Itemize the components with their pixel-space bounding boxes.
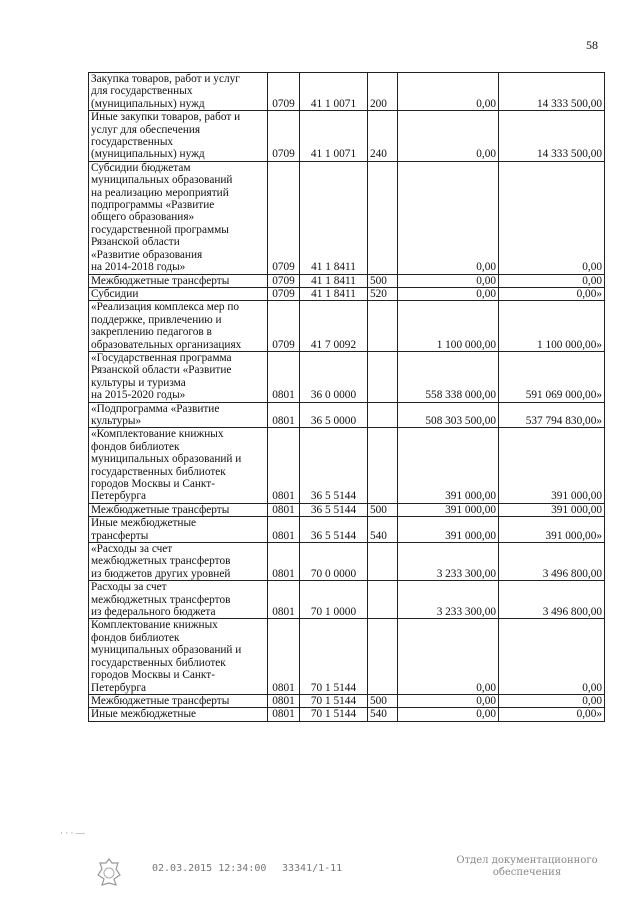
section-code-cell: 0709: [268, 73, 300, 111]
amount-first-cell: 0,00: [398, 287, 499, 300]
row-name-cell: [89, 543, 268, 581]
row-name-cell: [89, 619, 268, 694]
row-name-line: на 2014-2018 годы»: [91, 261, 186, 274]
amount-second-cell: 0,00»: [499, 287, 605, 300]
row-name-line: образовательных организациях: [91, 338, 242, 351]
expense-type-cell: 520: [368, 287, 398, 300]
row-name-line: «Расходы за счет: [91, 543, 173, 556]
row-name-line: «Государственная программа: [91, 351, 232, 364]
amount-second-cell: 391 000,00»: [499, 517, 605, 543]
expense-type-cell: [368, 543, 398, 581]
table-row: [89, 402, 605, 428]
row-name-line: Иные закупки товаров, работ и: [91, 111, 241, 124]
row-name-cell: [89, 428, 268, 503]
section-code-cell: 0709: [268, 111, 300, 162]
row-name-line: Расходы за счет: [91, 581, 167, 594]
section-code-cell: 0801: [268, 708, 300, 721]
amount-first-cell: 0,00: [398, 619, 499, 694]
row-name-line: из бюджетов других уровней: [91, 567, 231, 580]
amount-first-cell: 0,00: [398, 708, 499, 721]
amount-second-cell: 1 100 000,00»: [499, 301, 605, 352]
footer-department-line: Отдел документационного: [456, 855, 598, 866]
expense-type-cell: [368, 581, 398, 619]
row-name-cell: [89, 301, 268, 352]
target-article-cell: 70 1 5144: [300, 619, 368, 694]
row-name-line: межбюджетных трансфертов: [91, 555, 231, 568]
amount-first-cell: 0,00: [398, 73, 499, 111]
row-name-line: общего образования»: [91, 211, 195, 224]
section-code-cell: 0801: [268, 694, 300, 707]
amount-second-cell: 537 794 830,00»: [499, 402, 605, 428]
amount-second-cell: 0,00: [499, 161, 605, 274]
expense-type-cell: 540: [368, 708, 398, 721]
row-name-line: государственной программы: [91, 223, 229, 236]
section-code-cell: 0801: [268, 351, 300, 402]
row-name-line: на реализацию мероприятий: [91, 186, 229, 199]
expense-type-cell: 500: [368, 274, 398, 287]
row-name-line: Петербурга: [91, 681, 147, 694]
target-article-cell: 41 1 0071: [300, 111, 368, 162]
target-article-cell: 41 1 8411: [300, 161, 368, 274]
amount-first-cell: 3 233 300,00: [398, 581, 499, 619]
row-name-cell: [89, 694, 268, 707]
table-row: [89, 619, 605, 694]
row-name-line: государственных: [91, 136, 174, 149]
row-name-line: межбюджетных трансфертов: [91, 593, 231, 606]
table-row: [89, 543, 605, 581]
table-row: [89, 351, 605, 402]
section-code-cell: 0801: [268, 581, 300, 619]
expense-type-cell: [368, 428, 398, 503]
row-name-line: Комплектование книжных: [91, 619, 218, 632]
amount-first-cell: 391 000,00: [398, 517, 499, 543]
row-name-line: городов Москвы и Санкт-: [91, 669, 215, 682]
table-row: [89, 161, 605, 274]
section-code-cell: 0801: [268, 402, 300, 428]
target-article-cell: 36 5 0000: [300, 402, 368, 428]
row-name-line: Рязанской области: [91, 236, 180, 249]
row-name-cell: [89, 73, 268, 111]
target-article-cell: 41 1 8411: [300, 274, 368, 287]
table-row: [89, 73, 605, 111]
section-code-cell: 0709: [268, 287, 300, 300]
row-name-line: муниципальных образований и: [91, 453, 242, 466]
amount-first-cell: 0,00: [398, 274, 499, 287]
row-name-line: фондов библиотек: [91, 631, 180, 644]
row-name-cell: [89, 274, 268, 287]
amount-first-cell: 0,00: [398, 111, 499, 162]
amount-first-cell: 1 100 000,00: [398, 301, 499, 352]
row-name-cell: [89, 708, 268, 721]
table-row: [89, 517, 605, 543]
amount-second-cell: 391 000,00: [499, 503, 605, 516]
row-name-cell: [89, 287, 268, 300]
amount-second-cell: 14 333 500,00: [499, 73, 605, 111]
footer-registration-number: 33341/1-11: [282, 863, 343, 874]
expense-type-cell: 540: [368, 517, 398, 543]
table-row: [89, 694, 605, 707]
footer-department: [452, 855, 602, 879]
row-name-cell: [89, 402, 268, 428]
row-name-line: Межбюджетные трансферты: [91, 694, 230, 707]
amount-second-cell: 0,00: [499, 619, 605, 694]
table-row: [89, 111, 605, 162]
row-name-line: Иные межбюджетные: [91, 708, 197, 721]
row-name-cell: [89, 161, 268, 274]
expense-type-cell: [368, 402, 398, 428]
row-name-line: Иные межбюджетные: [91, 517, 197, 530]
target-article-cell: 41 1 0071: [300, 73, 368, 111]
row-name-line: Петербурга: [91, 490, 147, 503]
page-number: 58: [586, 38, 598, 52]
expense-type-cell: 500: [368, 694, 398, 707]
amount-first-cell: 391 000,00: [398, 503, 499, 516]
row-name-cell: [89, 581, 268, 619]
amount-second-cell: 3 496 800,00: [499, 581, 605, 619]
table-row: [89, 503, 605, 516]
expense-type-cell: 500: [368, 503, 398, 516]
row-name-line: «Реализация комплекса мер по: [91, 301, 240, 314]
row-name-cell: [89, 111, 268, 162]
row-name-line: Закупка товаров, работ и услуг: [91, 73, 240, 85]
scan-artifact: · · · —: [60, 828, 85, 838]
row-name-line: Субсидии бюджетам: [91, 161, 191, 174]
amount-second-cell: 391 000,00: [499, 428, 605, 503]
target-article-cell: 41 7 0092: [300, 301, 368, 352]
row-name-line: «Подпрограмма «Развитие: [91, 402, 220, 415]
target-article-cell: 36 5 5144: [300, 517, 368, 543]
target-article-cell: 41 1 8411: [300, 287, 368, 300]
amount-second-cell: 0,00»: [499, 708, 605, 721]
section-code-cell: 0801: [268, 517, 300, 543]
row-name-line: культуры»: [91, 414, 142, 427]
table-row: [89, 428, 605, 503]
row-name-line: городов Москвы и Санкт-: [91, 478, 215, 490]
row-name-line: «Развитие образования: [91, 248, 203, 261]
amount-second-cell: 591 069 000,00»: [499, 351, 605, 402]
row-name-line: культуры и туризма: [91, 376, 186, 389]
amount-first-cell: 0,00: [398, 694, 499, 707]
row-name-line: из федерального бюджета: [91, 606, 216, 619]
expense-type-cell: [368, 161, 398, 274]
row-name-line: муниципальных образований и: [91, 644, 242, 657]
row-name-cell: [89, 517, 268, 543]
section-code-cell: 0801: [268, 428, 300, 503]
row-name-line: Субсидии: [91, 287, 139, 300]
budget-table: [88, 72, 605, 722]
row-name-line: Межбюджетные трансферты: [91, 503, 230, 516]
row-name-line: Межбюджетные трансферты: [91, 274, 230, 287]
row-name-line: Рязанской области «Развитие: [91, 364, 232, 377]
page-footer: [0, 853, 640, 893]
row-name-cell: [89, 351, 268, 402]
table-row: [89, 287, 605, 300]
section-code-cell: 0801: [268, 503, 300, 516]
coat-of-arms-icon: [96, 857, 122, 889]
target-article-cell: 36 5 5144: [300, 428, 368, 503]
target-article-cell: 70 1 0000: [300, 581, 368, 619]
amount-second-cell: 14 333 500,00: [499, 111, 605, 162]
table-row: [89, 301, 605, 352]
row-name-line: на 2015-2020 годы»: [91, 389, 186, 402]
target-article-cell: 36 0 0000: [300, 351, 368, 402]
table-row: [89, 274, 605, 287]
row-name-cell: [89, 503, 268, 516]
table-row: [89, 708, 605, 721]
amount-first-cell: 558 338 000,00: [398, 351, 499, 402]
target-article-cell: 70 0 0000: [300, 543, 368, 581]
footer-department-line: обеспечения: [492, 867, 562, 878]
row-name-line: муниципальных образований: [91, 174, 233, 187]
section-code-cell: 0801: [268, 543, 300, 581]
row-name-line: услуг для обеспечения: [91, 123, 201, 136]
row-name-line: (муниципальных) нужд: [91, 148, 205, 161]
row-name-line: для государственных: [91, 85, 193, 98]
section-code-cell: 0709: [268, 301, 300, 352]
expense-type-cell: [368, 619, 398, 694]
target-article-cell: 70 1 5144: [300, 694, 368, 707]
expense-type-cell: [368, 301, 398, 352]
row-name-line: закреплению педагогов в: [91, 326, 212, 339]
table-row: [89, 581, 605, 619]
section-code-cell: 0801: [268, 619, 300, 694]
row-name-line: подпрограммы «Развитие: [91, 199, 215, 212]
row-name-line: (муниципальных) нужд: [91, 97, 205, 110]
amount-second-cell: 3 496 800,00: [499, 543, 605, 581]
expense-type-cell: 240: [368, 111, 398, 162]
amount-first-cell: 508 303 500,00: [398, 402, 499, 428]
target-article-cell: 36 5 5144: [300, 503, 368, 516]
expense-type-cell: 200: [368, 73, 398, 111]
amount-second-cell: 0,00: [499, 274, 605, 287]
target-article-cell: 70 1 5144: [300, 708, 368, 721]
row-name-line: «Комплектование книжных: [91, 428, 224, 441]
row-name-line: трансферты: [91, 529, 149, 542]
row-name-line: поддержке, привлечению и: [91, 313, 222, 326]
section-code-cell: 0709: [268, 161, 300, 274]
amount-first-cell: 391 000,00: [398, 428, 499, 503]
row-name-line: государственных библиотек: [91, 656, 226, 669]
row-name-line: государственных библиотек: [91, 465, 226, 478]
row-name-line: фондов библиотек: [91, 440, 180, 453]
footer-date: 02.03.2015 12:34:00: [152, 863, 267, 874]
amount-first-cell: 3 233 300,00: [398, 543, 499, 581]
budget-table-body: [89, 73, 605, 722]
section-code-cell: 0709: [268, 274, 300, 287]
expense-type-cell: [368, 351, 398, 402]
amount-second-cell: 0,00: [499, 694, 605, 707]
amount-first-cell: 0,00: [398, 161, 499, 274]
